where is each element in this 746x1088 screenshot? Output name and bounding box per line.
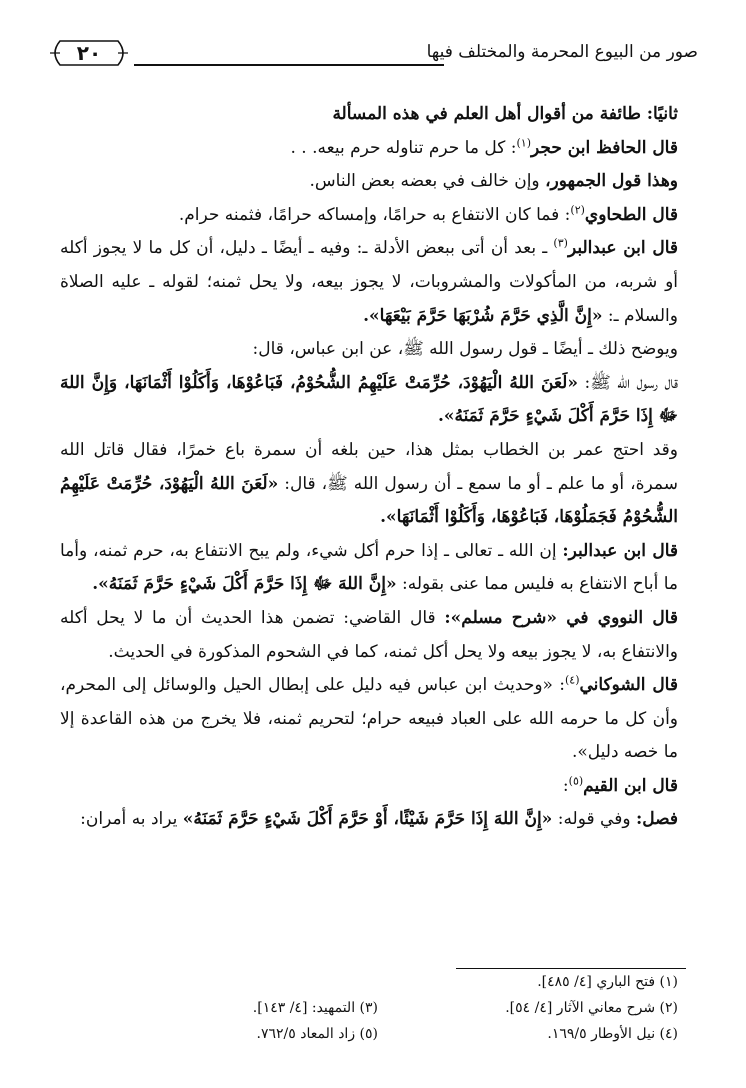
- paragraph-jumhur: [60, 165, 678, 199]
- paragraph-text: يراد به أمران:: [80, 809, 183, 830]
- footnote-1: (١) فتح الباري [٤/ ٤٨٥].: [537, 974, 678, 990]
- speaker-name: قال الشوكاني: [579, 675, 678, 696]
- paragraph-text: وفي قوله:: [552, 809, 636, 830]
- page-header: [48, 36, 698, 80]
- paragraph-text: : كل ما حرم تناوله حرم بيعه. . .: [290, 137, 517, 158]
- footnote-divider: [456, 968, 686, 969]
- page-number-badge: [48, 38, 130, 68]
- paragraph-text: : «وحديث ابن عباس فيه دليل على إبطال الحيل والوسائل إلى المحرم، وأن كل ما حرمه الله على العباد فبيعه حرام؛ لتحريم ثمنه، فلا يخرج من هذه القاعدة إلا ما خصه دليل».: [60, 675, 678, 763]
- hadith-quote: «إِنَّ الَّذِي حَرَّمَ شُرْبَهَا حَرَّمَ بَيْعَهَا».: [363, 305, 603, 326]
- paragraph-explanation: ويوضح ذلك ـ أيضًا ـ قول رسول الله ﷺ، عن ابن عباس، قال:: [252, 339, 678, 360]
- footnote-ref: (٥): [568, 774, 584, 788]
- hadith-quote: «لَعَنَ اللهُ الْيَهُوْدَ، حُرِّمَتْ عَلَيْهِمُ الشُّحُوْمُ، فَبَاعُوْهَا، وَأَكَلُوْا أَثْمَانَهَا، وَإِنَّ اللهَ ﷻ إِذَا حَرَّمَ أَكْلَ شَيْءٍ حَرَّمَ ثَمَنَهُ».: [60, 372, 678, 427]
- speaker-name: قال الطحاوي: [584, 204, 678, 225]
- paragraph-tahawi: [60, 199, 678, 233]
- footnote-2: (٢) شرح معاني الآثار [٤/ ٥٤].: [505, 1000, 678, 1016]
- paragraph-nawawi: [60, 602, 678, 669]
- paragraph-shawkani: [60, 669, 678, 770]
- paragraph-ibn-qayyim: [60, 770, 678, 804]
- paragraph-umar: [60, 434, 678, 535]
- paragraph-text: :: [562, 775, 569, 796]
- footnote-5: (٥) زاد المعاد ٧٦٢/٥.: [256, 1026, 378, 1042]
- hadith-quote: «إِنَّ اللهَ ﷻ إِذَا حَرَّمَ أَكْلَ شَيْءٍ حَرَّمَ ثَمَنَهُ».: [92, 574, 397, 595]
- header-divider: [134, 64, 444, 66]
- speaker-name: قال ابن عبدالبر: [567, 238, 678, 259]
- speaker-name: وهذا قول الجمهور،: [545, 171, 678, 192]
- paragraph-hadith-1: [60, 367, 678, 434]
- paragraph-ibn-abdulbarr-2: [60, 535, 678, 602]
- page-number: ٢٠: [76, 41, 102, 65]
- paragraph-text: وقد احتج عمر بن الخطاب بمثل هذا، حين بلغه أن سمرة باع خمرًا، فقال قاتل الله سمرة، أو ما علم ـ أو ما سمع ـ أن رسول الله ﷺ، قال:: [60, 439, 678, 494]
- section-heading: ثانيًا: طائفة من أقوال أهل العلم في هذه المسألة: [332, 104, 678, 124]
- paragraph-text: وإن خالف في بعضه بعض الناس.: [309, 171, 546, 192]
- running-title: صور من البيوع المحرمة والمختلف فيها: [426, 42, 698, 62]
- paragraph-text: قال رسول الله ﷺ:: [577, 372, 678, 393]
- paragraph-text: إن الله ـ تعالى ـ إذا حرم أكل شيء، ولم يبح الانتفاع به، حرم ثمنه، وأما ما أباح الانتفاع به فليس مما عنى بقوله:: [60, 540, 678, 595]
- footnote-4: (٤) نيل الأوطار ١٦٩/٥.: [547, 1026, 678, 1042]
- main-text: [60, 98, 678, 837]
- footnote-ref: (٢): [570, 203, 585, 217]
- footnote-ref: (٤): [564, 673, 580, 687]
- speaker-name: قال ابن القيم: [583, 775, 678, 796]
- paragraph-text: قال القاضي: تضمن هذا الحديث أن ما لا يحل أكله والانتفاع به، لا يجوز بيعه ولا يحل أكل ثمنه، كما في الشحوم المذكورة في الحديث.: [60, 607, 678, 662]
- paragraph-ibn-hajar: [60, 132, 678, 166]
- footnote-ref: (١): [516, 135, 531, 149]
- paragraph-ibn-abdulbarr: [60, 232, 678, 333]
- footnotes: [60, 974, 678, 1074]
- hadith-quote: «إِنَّ اللهَ إِذَا حَرَّمَ شَيْئًا، أَوْ حَرَّمَ أَكْلَ شَيْءٍ حَرَّمَ ثَمَنَهُ»: [182, 809, 553, 830]
- paragraph-fasl: [60, 803, 678, 837]
- speaker-name: قال النووي في «شرح مسلم»:: [444, 607, 678, 628]
- footnote-ref: (٣): [553, 236, 568, 250]
- paragraph-text: : فما كان الانتفاع به حرامًا، وإمساكه حرامًا، فثمنه حرام.: [178, 204, 571, 225]
- speaker-name: قال ابن عبدالبر:: [562, 540, 678, 561]
- speaker-name: قال الحافظ ابن حجر: [531, 137, 678, 158]
- speaker-name: فصل:: [635, 809, 678, 830]
- footnote-3: (٣) التمهيد: [٤/ ١٤٣].: [252, 1000, 378, 1016]
- hadith-quote: «لَعَنَ اللهُ الْيَهُوْدَ، حُرِّمَتْ عَلَيْهِمُ الشُّحُوْمُ فَجَمَلُوْهَا، فَبَاعُوْهَا، وَأَكَلُوْا أَثْمَانَهَا».: [60, 473, 678, 528]
- paragraph-text: ـ بعد أن أتى ببعض الأدلة ـ: وفيه ـ أيضًا ـ دليل، أن كل ما لا يجوز أكله أو شربه، من المأكولات والمشروبات، لا يجوز بيعه، ولا يحل ثمنه؛ لقوله ـ عليه الصلاة والسلام ـ:: [60, 238, 678, 326]
